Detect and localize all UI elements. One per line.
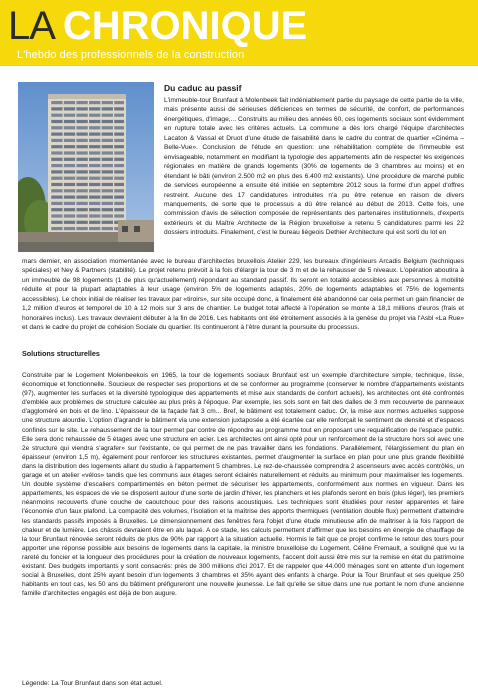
photo-caption: Légende: La Tour Brunfaut dans son état actuel.	[22, 680, 163, 687]
article-intro: L'immeuble-tour Brunfaut à Molenbeek fait indéniablement partie du paysage de cette partie de la ville, mais présente aussi de sérieuses déficiences en termes de sécurité, de confort, de performances énergétiques, d'image,... Construits au milieu des années 60, ces logements sociaux sont évidemment en rupture totale avec les critères actuels. La commune a dès lors chargé l'équipe d'architectes Lacaton & Vassal et Druot d'une étude de faisabilité dans le cadre du contrat de quartier «Cinéma – Belle-Vue». Conclusion de l'étude en question: une réhabilitation complète de l'immeuble est envisageable, notamment en modifiant la typologie des appartements afin de respecter les exigences régionales en matière de grands logements (30% de logements de 3 chambres au moins) et en étendant le bâti (environ 2.500 m2 en plus des 6.400 m2 existants). Une procédure de marché public de services européenne a ensuite été initiée en septembre 2012 sous la forme d'un appel d'offres restreint. Aucune des 17 candidatures introduites n'a pu être retenue en raison de divers manquements, de sorte que le processus a dû être relancé au début de 2013. Cette fois, une commission d'avis de sélection composée de représentants des partenaires institutionnels, d'experts extérieurs et du Maître Architecte de la Région bruxelloise a retenu 5 candidatures parmi les 22 dossiers introduits. Finalement, c'est le bureau liégeois Dethier Architecture qui est sorti du lot en	[164, 97, 464, 237]
masthead	[0, 0, 478, 66]
article-body: Construite par le Logement Molenbeekois en 1965, la tour de logements sociaux Brunfaut est un exemple d'architecture simple, technique, lisse, économique et fonctionnelle. Soucieux de respecter ses proportions et de se conformer au programme (conserver le nombre d'appartements existants (97), augmenter les surfaces et la diversité typologique des appartements et mise aux standards de confort actuels), les architectes ont été confrontés d'emblée aux problèmes de structure calculée au plus près à l'époque. Par exemple, les sols sont en fait des dalles de 3 mm recouverte de panneaux d'aggloméré en bois et de lino. L'épaisseur de la façade fait 3 cm... Bref, le bâtiment est totalement caduc. Or, la mise aux normes actuelles suppose une structure alourdie. L'option d'agrandir le bâtiment via une extension juxtaposée a été écartée car elle renforçait le sentiment de densité et d'espaces confinés sur le site. Le rehaussement de la tour permet par contre de répondre au programme tout en proposant une requalification de l'espace public. Elle sera donc rehaussée de 5 étages avec une structure en acier. Les architectes ont ainsi opté pour un renforcement de la structure hors sol avec une 2e structure qui viendra s'agrafer» sur l'existante, ce qui permet de ne pas travailler dans les fondations. Parallèlement, l'élargissement du plan en épaisseur (environ 1,5 m), également pour renforcer les structures existantes, permet d'augmenter la surface en plan pour une plus grande flexibilité dans la distribution des logements allant du studio à l'appartement 5 chambres. Le rez-de-chaussée comprendra 2 ascenseurs avec accès contrôlés, un garage et un atelier «vélos» tandis que les communs aux étages seront éclairés naturellement et réduits au minimum pour maximaliser les logements. Un double système d'escaliers compartimentés en béton permet de sécuriser les appartements, conformément aux normes en vigueur. Dans les appartements, les espaces de vie se disposent autour d'une sorte de jardin d'hiver, les planchers et les plafonds seront en bois (plus léger), les premiers néanmoins recouverts d'une couche de caoutchouc pour des raisons acoustiques. Les techniques sont étudiées pour rester apparentes et faire l'économie d'un faux plafond. La compacité des volumes, l'isolation et la maîtrise des apports thermiques (ventilation double flux) permettent d'atteindre les standards passifs imposés à Bruxelles. Le dimensionnement des fenêtres fera l'objet d'une étude minutieuse afin de maîtriser à la fois l'apport de chaleur et de lumière. Les châssis devraient être en alu laqué. A ce stade, les calculs permettent d'affirmer que les besoins en énergie de chauffage de la tour Brunfaut rénovée seront réduits de plus de 90% par rapport à la situation actuelle. Hormis le fait que ce projet confirme le retour des tours pour apporter une réponse possible aux besoins de logements dans la capitale, la ministre bruxelloise du Logement, Céline Fremault, a souligné que vu la rareté du foncier et la longueur des procédures pour la création de nouveaux logements, l'accent doit aussi être mis sur la remise en état du patrimoine existant. Des budgets importants y sont consacrés: près de 300 millions d'ici 2017. Et de rappeler que 44.000 ménages sont en attente d'un logement social à Bruxelles, dont 25% ayant besoin d'un logements 3 chambres et 35% ayant des enfants à charge. Pour la Tour Brunfaut et ses quelque 250 habitants en tout cas, les 50 ans du bâtiment préfigureront une nouvelle jeunesse. Le fait qu'elle se situe dans une rue portant le nom d'une ancienne famille d'architectes engagés est déjà de bon augure.	[22, 372, 464, 598]
section-title: Solutions structurelles	[22, 349, 100, 358]
logo-prefix: LA	[8, 4, 63, 48]
tower-illustration	[18, 82, 154, 252]
logo[interactable]	[8, 6, 307, 46]
article-intro-continued: mars dernier, en association momentanée avec le bureau d'architectes bruxellois Atelier 229, les bureaux d'ingénieurs Arcadis Belgium (techniques spéciales) et Ney & Partners (stabilité). Le projet retenu prévoit à la fois d'élargir la tour de 3 m et de la rehausser de 5 niveaux. L'opération aboutira à un immeuble de 98 logements (1 de plus qu'actuellement) répondant au standard passif. Ils seront en totalité accessibles aux personnes à mobilité réduite et pour la plupart adaptables à leur usage (environ 5% de logements adaptés, 20% de logements adaptables et 75% de logements accessibles). Le choix initial de réaliser les travaux par «tiroirs», sur site occupé donc, a finalement été abandonné car cela permet un gain financier de 1,2 million d'euros et temporel de 10 à 12 mois sur 3 ans de chantier. Le budget total affecté à l'opération se monte à 18,1 millions d'euros (frais et honoraires inclus). Les travaux devraient débuter à la fin de 2016. Les habitants ont été étroitement associés à la genèse du projet via l'Asbl «La Rue» et dans le cadre du projet de cohésion Sociale du quartier. Ils continueront à l'être durant la poursuite du processus.	[22, 258, 464, 332]
article-headline: Du caduc au passif	[164, 83, 242, 93]
logo-brand: CHRONIQUE	[62, 4, 308, 48]
tagline: L'hebdo des professionnels de la construction	[17, 49, 245, 61]
building-photo	[18, 82, 154, 252]
